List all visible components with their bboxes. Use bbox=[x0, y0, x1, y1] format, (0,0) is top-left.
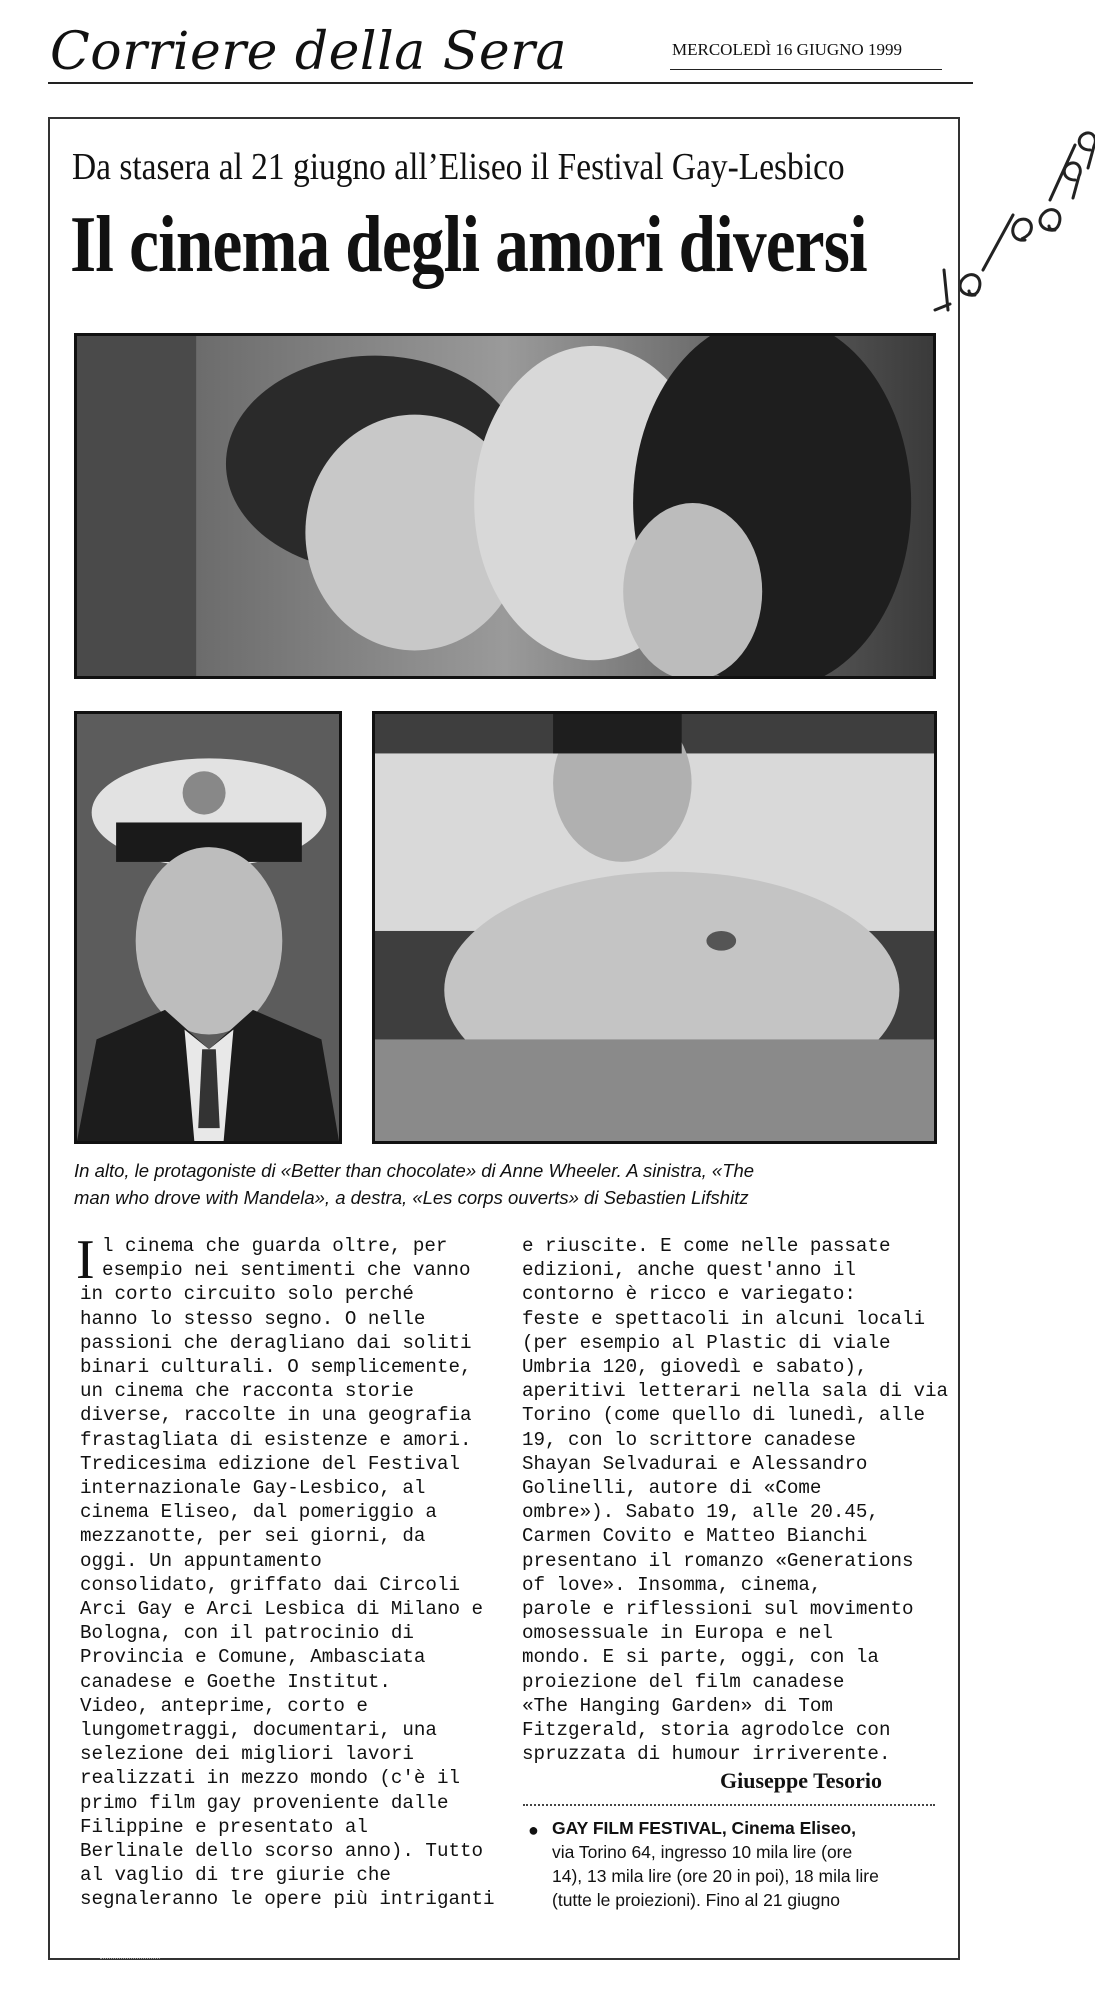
article-line: binari culturali. O semplicemente, bbox=[80, 1356, 472, 1379]
article-line: e riuscite. E come nelle passate bbox=[522, 1235, 891, 1257]
caption-line: In alto, le protagoniste di «Better than chocolate» di Anne Wheeler. A sinistra, «The bbox=[74, 1160, 755, 1181]
article-line: Carmen Covito e Matteo Bianchi bbox=[522, 1525, 868, 1548]
article-line: omosessuale in Europa e nel bbox=[522, 1622, 833, 1645]
dateline: MERCOLEDÌ 16 GIUGNO 1999 bbox=[672, 40, 902, 59]
article-line: l cinema che guarda oltre, per bbox=[102, 1235, 448, 1257]
article-line: cinema Eliseo, dal pomeriggio a bbox=[80, 1501, 437, 1524]
photo-caption bbox=[74, 1157, 954, 1211]
info-line: (tutte le proiezioni). Fino al 21 giugno bbox=[552, 1890, 840, 1910]
article-line: edizioni, anche quest'anno il bbox=[522, 1259, 856, 1282]
article-line: frastagliata di esistenze e amori. bbox=[80, 1428, 472, 1451]
caption-line: man who drove with Mandela», a destra, «Les corps ouverts» di Sebastien Lifshitz bbox=[74, 1187, 749, 1208]
article-line: Provincia e Comune, Ambasciata bbox=[80, 1646, 426, 1669]
article-line: aperitivi letterari nella sala di via bbox=[522, 1380, 949, 1403]
article-line: Video, anteprime, corto e bbox=[80, 1694, 368, 1717]
article-line: presentano il romanzo «Generations bbox=[522, 1549, 914, 1572]
article-line: Torino (come quello di lunedì, alle bbox=[522, 1404, 926, 1427]
article-byline: Giuseppe Tesorio bbox=[720, 1768, 882, 1793]
info-line: via Torino 64, ingresso 10 mila lire (ore bbox=[552, 1842, 853, 1862]
masthead-rule bbox=[48, 82, 973, 84]
article-line: Tredicesima edizione del Festival bbox=[80, 1452, 460, 1475]
article-line: lungometraggi, documentari, una bbox=[80, 1719, 437, 1742]
article-line: Fitzgerald, storia agrodolce con bbox=[522, 1719, 891, 1742]
article-line: «The Hanging Garden» di Tom bbox=[522, 1694, 833, 1717]
article-line: hanno lo stesso segno. O nelle bbox=[80, 1307, 426, 1330]
article-line: esempio nei sentimenti che vanno bbox=[102, 1259, 471, 1282]
article-line: 19, con lo scrittore canadese bbox=[522, 1428, 856, 1451]
article-column-right bbox=[522, 1234, 949, 1766]
article-headline: Il cinema degli amori diversi bbox=[70, 201, 867, 289]
reclining-young-man-photo bbox=[372, 711, 937, 1144]
article-line: internazionale Gay-Lesbico, al bbox=[80, 1477, 426, 1500]
article-line: Bologna, con il patrocinio di bbox=[80, 1622, 414, 1645]
newspaper-masthead: Corriere della Sera bbox=[50, 22, 567, 82]
two-women-embracing-photo bbox=[74, 333, 936, 679]
article-line: Arci Gay e Arci Lesbica di Milano e bbox=[80, 1598, 484, 1621]
dateline-rule bbox=[670, 69, 942, 70]
article-dropcap: I bbox=[76, 1229, 95, 1291]
article-line: realizzati in mezzo mondo (c'è il bbox=[80, 1767, 460, 1790]
article-line: Golinelli, autore di «Come bbox=[522, 1477, 822, 1500]
article-line: proiezione del film canadese bbox=[522, 1670, 845, 1693]
info-lead: GAY FILM FESTIVAL, Cinema Eliseo, bbox=[552, 1818, 857, 1838]
article-line: un cinema che racconta storie bbox=[80, 1380, 414, 1403]
bullet-icon: ● bbox=[528, 1820, 539, 1840]
article-line: contorno è ricco e variegato: bbox=[522, 1283, 856, 1306]
article-line: parole e riflessioni sul movimento bbox=[522, 1598, 914, 1621]
article-line: primo film gay proveniente dalle bbox=[80, 1791, 449, 1814]
article-line: consolidato, griffato dai Circoli bbox=[80, 1573, 460, 1596]
article-kicker: Da stasera al 21 giugno all’Eliseo il Festival Gay-Lesbico bbox=[72, 146, 845, 188]
article-line: Filippine e presentato al bbox=[80, 1815, 368, 1838]
article-line: spruzzata di humour irriverente. bbox=[522, 1743, 891, 1766]
article-line: al vaglio di tre giurie che bbox=[80, 1864, 391, 1887]
article-line: ombre»). Sabato 19, alle 20.45, bbox=[522, 1501, 879, 1524]
article-column-left bbox=[80, 1234, 500, 1912]
article-line: Berlinale dello scorso anno). Tutto bbox=[80, 1840, 484, 1863]
uniformed-man-portrait-photo bbox=[74, 711, 342, 1144]
article-line: diverse, raccolte in una geografia bbox=[80, 1404, 472, 1427]
article-line: Shayan Selvadurai e Alessandro bbox=[522, 1452, 868, 1475]
info-box-divider bbox=[523, 1804, 935, 1806]
festival-info-box bbox=[528, 1816, 942, 1912]
article-line: selezione dei migliori lavori bbox=[80, 1743, 414, 1766]
article-line: of love». Insomma, cinema, bbox=[522, 1573, 822, 1596]
article-line: feste e spettacoli in alcuni locali bbox=[522, 1307, 926, 1330]
article-line: canadese e Goethe Institut. bbox=[80, 1670, 391, 1693]
article-line: passioni che deragliano dai soliti bbox=[80, 1331, 472, 1354]
article-line: segnaleranno le opere più intriganti bbox=[80, 1888, 495, 1911]
article-line: mezzanotte, per sei giorni, da bbox=[80, 1525, 426, 1548]
article-line: mondo. E si parte, oggi, con la bbox=[522, 1646, 879, 1669]
info-line: 14), 13 mila lire (ore 20 in poi), 18 mila lire bbox=[552, 1866, 879, 1886]
bottom-dotted-mark bbox=[100, 1958, 160, 1959]
article-line: in corto circuito solo perché bbox=[80, 1283, 414, 1306]
article-line: Umbria 120, giovedì e sabato), bbox=[522, 1356, 868, 1379]
article-line: oggi. Un appuntamento bbox=[80, 1549, 322, 1572]
article-line: (per esempio al Plastic di viale bbox=[522, 1331, 891, 1354]
